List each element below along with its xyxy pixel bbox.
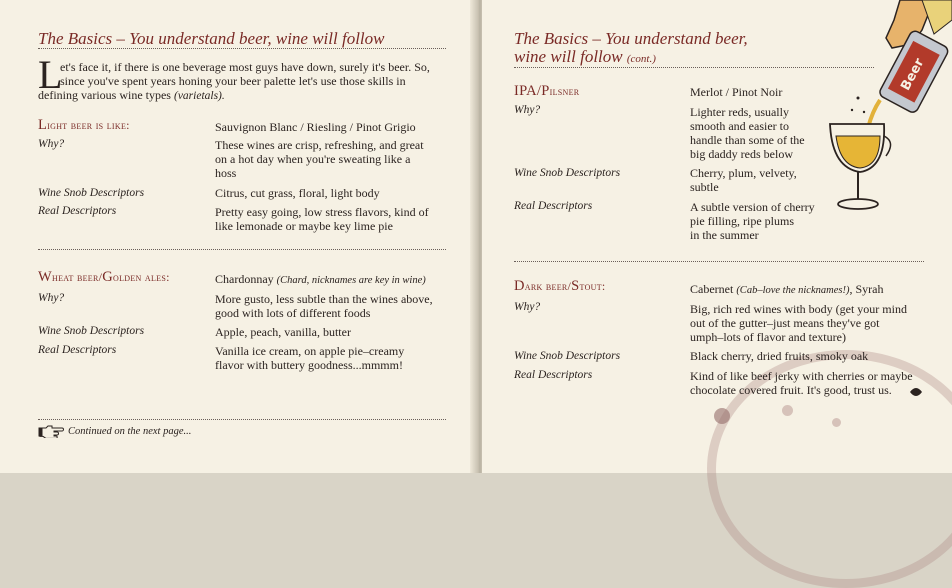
real-label: Real Descriptors <box>514 200 593 212</box>
pointing-hand-icon <box>38 424 64 438</box>
drop-cap: L <box>38 52 63 97</box>
dark-why-1: Big, rich red wines with body (get your mind <box>690 302 907 316</box>
ipa-why-2: smooth and easier to <box>690 119 789 133</box>
right-page-title-2: wine will follow (cont.) <box>514 47 656 66</box>
wink-icon <box>908 384 924 400</box>
real-label: Real Descriptors <box>514 369 593 381</box>
light-real-1: Pretty easy going, low stress flavors, kind of <box>215 205 429 219</box>
snob-label: Wine Snob Descriptors <box>514 350 621 362</box>
real-label: Real Descriptors <box>38 344 117 356</box>
dark-beer-heading: Dark beer/Stout: <box>514 278 606 294</box>
dark-snob-value: Black cherry, dried fruits, smoky oak <box>690 349 869 363</box>
dark-real-2: chocolate covered fruit. It's good, trust us. <box>690 383 892 397</box>
footer-rule <box>38 419 446 420</box>
why-label: Why? <box>514 301 541 313</box>
ipa-real-2: pie filling, ripe plums <box>690 214 794 228</box>
light-why-2: on a hot day when you're sweating like a <box>215 152 411 166</box>
wheat-beer-heading: Wheat beer/Golden ales: <box>38 269 170 285</box>
snob-label: Wine Snob Descriptors <box>38 187 145 199</box>
wheat-real-1: Vanilla ice cream, on apple pie–creamy <box>215 344 405 358</box>
ipa-real-3: in the summer <box>690 228 759 242</box>
wine-drop <box>832 418 841 427</box>
can-label: Beer <box>898 56 928 94</box>
left-page-title: The Basics – You understand beer, wine will follow <box>38 29 385 48</box>
wine-drop <box>782 405 793 416</box>
dark-real-1: Kind of like beef jerky with cherries or maybe <box>690 369 913 383</box>
light-beer-heading: Light beer is like: <box>38 117 130 133</box>
why-label: Why? <box>38 292 65 304</box>
ipa-why-4: big daddy reds below <box>690 147 793 161</box>
wheat-why-2: good with lots of different foods <box>215 306 371 320</box>
wine-drop <box>714 408 730 424</box>
wheat-snob-value: Apple, peach, vanilla, butter <box>215 325 351 339</box>
dark-why-2: out of the gutter–just means they've got <box>690 316 880 330</box>
ipa-why-1: Lighter reds, usually <box>690 105 789 119</box>
intro-line-1: et's face it, if there is one beverage most guys have down, surely it's beer. So, <box>60 60 430 74</box>
ipa-snob-2: subtle <box>690 180 719 194</box>
wine-glass-icon <box>830 124 891 209</box>
intro-line-3: defining various wine types (varietals). <box>38 88 225 102</box>
title-rule <box>514 67 874 68</box>
title-rule <box>38 48 446 49</box>
wheat-beer-wines: Chardonnay (Chard, nicknames are key in wine) <box>215 272 426 286</box>
light-real-2: like lemonade or maybe key lime pie <box>215 219 393 233</box>
section-rule <box>38 249 446 250</box>
continued-note: Continued on the next page... <box>68 426 192 437</box>
wheat-real-2: flavor with buttery goodness...mmmm! <box>215 358 403 372</box>
ipa-snob-1: Cherry, plum, velvety, <box>690 166 797 180</box>
light-why-3: hoss <box>215 166 237 180</box>
why-label: Why? <box>38 138 65 150</box>
wheat-why-1: More gusto, less subtle than the wines above, <box>215 292 433 306</box>
dark-beer-wines: Cabernet (Cab–love the nicknames!), Syrah <box>690 282 884 296</box>
real-label: Real Descriptors <box>38 205 117 217</box>
dark-why-3: umph–lots of flavor and texture) <box>690 330 846 344</box>
right-page <box>482 0 952 473</box>
light-beer-wines: Sauvignon Blanc / Riesling / Pinot Grigio <box>215 120 416 134</box>
light-snob-value: Citrus, cut grass, floral, light body <box>215 186 380 200</box>
left-page <box>0 0 476 473</box>
snob-label: Wine Snob Descriptors <box>38 325 145 337</box>
why-label: Why? <box>514 104 541 116</box>
snob-label: Wine Snob Descriptors <box>514 167 621 179</box>
section-rule <box>514 261 924 262</box>
ipa-why-3: handle than some of the <box>690 133 805 147</box>
pouring-beer-illustration <box>822 0 952 215</box>
ipa-real-1: A subtle version of cherry <box>690 200 815 214</box>
ipa-wines: Merlot / Pinot Noir <box>690 85 783 99</box>
ipa-heading: IPA/Pilsner <box>514 83 580 99</box>
right-page-title-1: The Basics – You understand beer, <box>514 29 748 48</box>
intro-line-2: since you've spent years honing your beer palette let's use those skills in <box>60 74 406 88</box>
light-why-1: These wines are crisp, refreshing, and great <box>215 138 424 152</box>
